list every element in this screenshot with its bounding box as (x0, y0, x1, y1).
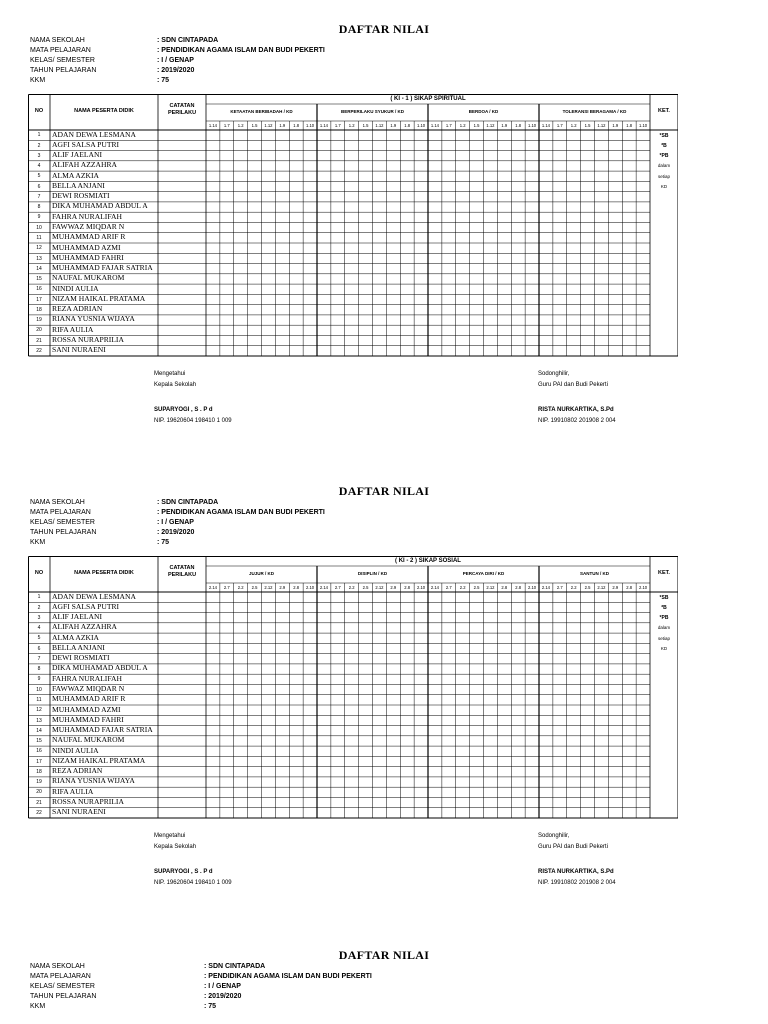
student-name: ADAN DEWA LESMANA (52, 129, 136, 139)
kd-label: 1.9 (279, 123, 286, 128)
info-label: MATA PELAJARAN (30, 47, 91, 54)
kd-label: 1.8 (626, 123, 633, 128)
info-label: NAMA SEKOLAH (30, 37, 85, 44)
info-row (30, 528, 325, 538)
group-header: SANTUN / KD (580, 571, 609, 576)
kd-label: 2.5 (251, 585, 258, 590)
kd-label: 1.9 (612, 123, 619, 128)
info-label: NAMA SEKOLAH (30, 963, 85, 970)
kd-label: 2.2 (237, 585, 244, 590)
student-name: ALIFAH AZZAHRA (52, 622, 118, 632)
kd-label: 1.8 (293, 123, 300, 128)
ki-header: ( KI - 1 ) SIKAP SPIRITUAL (390, 96, 466, 102)
row-number: 10 (36, 224, 42, 231)
row-number: 1 (37, 132, 41, 139)
row-number: 1 (37, 594, 41, 601)
kd-label: 2.8 (501, 585, 508, 590)
section-title: DAFTAR NILAI (338, 22, 430, 36)
student-name: BELLA ANJANI (52, 180, 105, 190)
kd-label: 1.5 (251, 123, 258, 128)
info-row (30, 46, 325, 56)
info-value: : 75 (157, 539, 170, 546)
group-header: JUJUR / KD (248, 571, 274, 576)
kd-label: 1.9 (390, 123, 397, 128)
signature-right-name: RISTA NURKARTIKA, S.Pd (538, 869, 614, 875)
info-value: : PENDIDIKAN AGAMA ISLAM DAN BUDI PEKERTI (157, 47, 325, 54)
kd-label: 2.7 (556, 585, 563, 590)
row-number: 5 (37, 635, 41, 642)
info-value: : 2019/2020 (157, 529, 195, 536)
row-number: 13 (36, 717, 42, 724)
info-value: : 75 (204, 1003, 217, 1010)
student-name: NINDI AULIA (52, 745, 99, 755)
row-number: 2 (37, 604, 41, 611)
kd-label: 2.14 (319, 585, 329, 590)
group-header: KETAATAN BERIBADAH / KD (230, 109, 293, 114)
info-value: : SDN CINTAPADA (157, 37, 219, 44)
kd-label: 2.2 (570, 585, 577, 590)
student-name: MUHAMMAD FAHRI (52, 252, 124, 262)
kd-label: 2.7 (334, 585, 341, 590)
kd-label: 1.12 (375, 123, 384, 128)
kd-label: 1.8 (515, 123, 522, 128)
kd-label: 1.5 (473, 123, 480, 128)
column-header-nama: NAMA PESERTA DIDIK (74, 108, 134, 114)
signature-right-line1: Sodonghilir, (538, 833, 570, 839)
row-number: 11 (36, 235, 42, 242)
student-name: RIANA YUSNIA WIJAYA (52, 314, 135, 324)
info-row (30, 508, 325, 518)
student-name: DEWI ROSMIATI (52, 653, 110, 663)
row-number: 4 (37, 625, 41, 632)
row-number: 13 (36, 255, 42, 262)
kd-label: 2.10 (638, 585, 648, 590)
kd-label: 2.12 (264, 585, 273, 590)
kd-label: 1.10 (527, 123, 537, 128)
student-name: NINDI AULIA (52, 283, 99, 293)
info-label: NAMA SEKOLAH (30, 499, 85, 506)
info-label: KKM (30, 539, 46, 546)
row-number: 20 (36, 327, 42, 334)
info-label: TAHUN PELAJARAN (30, 993, 97, 1000)
row-number: 8 (37, 666, 41, 673)
group-header: TOLERANSI BERAGAMA / KD (562, 109, 627, 114)
row-number: 20 (36, 789, 42, 796)
row-number: 14 (36, 265, 42, 272)
school-info (30, 36, 325, 86)
kd-label: 2.7 (223, 585, 230, 590)
kd-label: 2.10 (527, 585, 537, 590)
group-header: DISIPLIN / KD (357, 571, 388, 576)
row-number: 11 (36, 697, 42, 704)
info-label: TAHUN PELAJARAN (30, 529, 97, 536)
row-number: 12 (36, 707, 42, 714)
student-name: SANI NURAENI (52, 345, 106, 355)
kd-label: 2.10 (416, 585, 426, 590)
info-row (30, 992, 372, 1002)
student-name: NIZAM HAIKAL PRATAMA (52, 755, 146, 765)
row-number: 2 (37, 142, 41, 149)
student-name: ALIF JAELANI (52, 612, 102, 622)
info-label: MATA PELAJARAN (30, 509, 91, 516)
kd-label: 2.14 (430, 585, 440, 590)
group-header: PERCAYA DIRI / KD (462, 571, 505, 576)
ket-note: KD (660, 645, 668, 651)
kd-label: 1.10 (305, 123, 315, 128)
info-value: : SDN CINTAPADA (204, 963, 266, 970)
student-name: SANI NURAENI (52, 807, 106, 817)
row-number: 12 (36, 245, 42, 252)
kd-label: 1.10 (638, 123, 648, 128)
column-header-perilaku: PERILAKU (167, 110, 197, 116)
ket-note: dalam (657, 625, 671, 631)
section-title: DAFTAR NILAI (338, 484, 430, 498)
kd-label: 2.12 (597, 585, 606, 590)
info-row (30, 36, 325, 46)
kd-label: 2.9 (612, 585, 619, 590)
kd-label: 1.7 (445, 123, 452, 128)
school-info (30, 962, 372, 1012)
ket-note: dalam (657, 163, 671, 169)
kd-label: 1.12 (264, 123, 273, 128)
row-number: 19 (36, 779, 42, 786)
column-header-perilaku: PERILAKU (167, 572, 197, 578)
kd-label: 2.9 (279, 585, 286, 590)
info-value: : 2019/2020 (157, 67, 195, 74)
student-name: NAUFAL MUKAROM (52, 273, 125, 283)
row-number: 18 (36, 306, 42, 313)
row-number: 7 (37, 193, 41, 200)
row-number: 17 (36, 758, 42, 765)
info-row (30, 972, 372, 982)
signature-right-line1: Sodonghilir, (538, 371, 570, 377)
signature-left-name: SUPARYOGI , S . P d (154, 869, 213, 875)
kd-label: 1.14 (319, 123, 329, 128)
student-name: NAUFAL MUKAROM (52, 735, 125, 745)
signature-left-name: SUPARYOGI , S . P d (154, 407, 213, 413)
row-number: 5 (37, 173, 41, 180)
ket-note: *SB (659, 594, 669, 601)
ket-note: *PB (659, 153, 669, 160)
kd-label: 1.2 (237, 123, 244, 128)
kd-label: 1.2 (348, 123, 355, 128)
student-name: FAWWAZ MIQDAR N (52, 683, 125, 693)
row-number: 7 (37, 655, 41, 662)
student-name: MUHAMMAD ARIF R (52, 694, 126, 704)
kd-label: 1.7 (556, 123, 563, 128)
info-value: : PENDIDIKAN AGAMA ISLAM DAN BUDI PEKERTI (157, 509, 325, 516)
row-number: 9 (37, 676, 41, 683)
kd-label: 2.9 (390, 585, 397, 590)
student-name: MUHAMMAD FAJAR SATRIA (52, 725, 153, 735)
school-info (30, 498, 325, 548)
signature-left-line2: Kepala Sekolah (154, 844, 197, 850)
column-header-catatan: CATATAN (169, 103, 195, 109)
student-name: REZA ADRIAN (52, 304, 103, 314)
info-row (30, 76, 325, 86)
student-name: DIKA MUHAMAD ABDUL A (52, 663, 148, 673)
row-number: 17 (36, 296, 42, 303)
signature-left-line2: Kepala Sekolah (154, 382, 197, 388)
student-name: RIFA AULIA (52, 324, 94, 334)
kd-label: 1.5 (584, 123, 591, 128)
grade-table (28, 556, 678, 820)
info-value: : I / GENAP (204, 983, 241, 990)
info-label: MATA PELAJARAN (30, 973, 91, 980)
kd-label: 1.12 (486, 123, 495, 128)
kd-label: 1.7 (223, 123, 230, 128)
kd-label: 1.2 (459, 123, 466, 128)
ket-note: *B (661, 604, 667, 611)
ket-note: *PB (659, 615, 669, 622)
column-header-ket: KET. (658, 108, 670, 114)
kd-label: 2.8 (515, 585, 522, 590)
kd-label: 2.14 (208, 585, 218, 590)
row-number: 15 (36, 738, 42, 745)
info-label: KELAS/ SEMESTER (30, 519, 95, 526)
student-name: DEWI ROSMIATI (52, 191, 110, 201)
student-name: RIFA AULIA (52, 786, 94, 796)
kd-label: 2.5 (584, 585, 591, 590)
signature-right-name: RISTA NURKARTIKA, S.Pd (538, 407, 614, 413)
row-number: 21 (36, 337, 42, 344)
row-number: 15 (36, 276, 42, 283)
row-number: 8 (37, 204, 41, 211)
student-name: ALIFAH AZZAHRA (52, 160, 118, 170)
student-name: MUHAMMAD FAJAR SATRIA (52, 263, 153, 273)
kd-label: 2.8 (404, 585, 411, 590)
student-name: FAHRA NURALIFAH (52, 211, 122, 221)
info-row (30, 538, 325, 548)
signature-left-nip: NIP. 19620604 198410 1 009 (154, 418, 232, 424)
kd-label: 2.5 (362, 585, 369, 590)
student-name: MUHAMMAD FAHRI (52, 714, 124, 724)
row-number: 6 (37, 183, 41, 190)
info-label: KELAS/ SEMESTER (30, 57, 95, 64)
student-name: ADAN DEWA LESMANA (52, 591, 136, 601)
signature-left-line1: Mengetahui (154, 833, 186, 839)
row-number: 3 (37, 614, 41, 621)
student-name: MUHAMMAD ARIF R (52, 232, 126, 242)
info-row (30, 518, 325, 528)
column-header-nama: NAMA PESERTA DIDIK (74, 570, 134, 576)
info-label: KELAS/ SEMESTER (30, 983, 95, 990)
student-name: DIKA MUHAMAD ABDUL A (52, 201, 148, 211)
ket-note: *SB (659, 132, 669, 139)
kd-label: 1.12 (597, 123, 606, 128)
kd-label: 1.14 (541, 123, 551, 128)
info-row (30, 962, 372, 972)
kd-label: 2.2 (348, 585, 355, 590)
ki-header: ( KI - 2 ) SIKAP SOSIAL (395, 558, 461, 564)
row-number: 6 (37, 645, 41, 652)
kd-label: 1.9 (501, 123, 508, 128)
kd-label: 2.8 (293, 585, 300, 590)
kd-label: 2.7 (445, 585, 452, 590)
row-number: 3 (37, 152, 41, 159)
signature-right-line2: Guru PAI dan Budi Pekerti (538, 382, 608, 388)
student-name: ROSSA NURAPRILIA (52, 796, 124, 806)
info-row (30, 66, 325, 76)
student-name: MUHAMMAD AZMI (52, 242, 121, 252)
ket-note: *B (661, 142, 667, 149)
signature-right-line2: Guru PAI dan Budi Pekerti (538, 844, 608, 850)
student-name: REZA ADRIAN (52, 766, 103, 776)
signature-left-line1: Mengetahui (154, 371, 186, 377)
row-number: 21 (36, 799, 42, 806)
row-number: 9 (37, 214, 41, 221)
student-name: NIZAM HAIKAL PRATAMA (52, 293, 146, 303)
kd-label: 2.12 (486, 585, 495, 590)
column-header-ket: KET. (658, 570, 670, 576)
ket-note: setiap (657, 173, 670, 179)
info-row (30, 56, 325, 66)
row-number: 10 (36, 686, 42, 693)
row-number: 14 (36, 727, 42, 734)
info-label: KKM (30, 77, 46, 84)
info-row (30, 498, 325, 508)
student-name: ROSSA NURAPRILIA (52, 334, 124, 344)
kd-label: 2.2 (459, 585, 466, 590)
info-value: : SDN CINTAPADA (157, 499, 219, 506)
kd-label: 2.10 (305, 585, 315, 590)
group-header: BERPERILAKU SYUKUR / KD (340, 109, 404, 114)
info-value: : I / GENAP (157, 57, 194, 64)
student-name: MUHAMMAD AZMI (52, 704, 121, 714)
group-header: BERDOA / KD (468, 109, 499, 114)
row-number: 19 (36, 317, 42, 324)
kd-label: 2.14 (541, 585, 551, 590)
signature-left-nip: NIP. 19620604 198410 1 009 (154, 880, 232, 886)
student-name: ALMA AZKIA (52, 170, 100, 180)
column-header-no: NO (34, 570, 44, 576)
section-title: DAFTAR NILAI (338, 948, 430, 962)
student-name: ALMA AZKIA (52, 632, 100, 642)
kd-label: 1.2 (570, 123, 577, 128)
column-header-no: NO (34, 108, 44, 114)
column-header-catatan: CATATAN (169, 565, 195, 571)
student-name: AGFI SALSA PUTRI (52, 139, 120, 149)
ket-note: setiap (657, 635, 670, 641)
row-number: 22 (36, 348, 42, 355)
kd-label: 2.8 (626, 585, 633, 590)
row-number: 4 (37, 163, 41, 170)
kd-label: 1.14 (208, 123, 218, 128)
kd-label: 1.7 (334, 123, 341, 128)
student-name: AGFI SALSA PUTRI (52, 601, 120, 611)
student-name: BELLA ANJANI (52, 642, 105, 652)
info-value: : 2019/2020 (204, 993, 242, 1000)
row-number: 18 (36, 768, 42, 775)
ket-note: KD (660, 183, 668, 189)
student-name: FAHRA NURALIFAH (52, 673, 122, 683)
kd-label: 1.10 (416, 123, 426, 128)
kd-label: 1.8 (404, 123, 411, 128)
kd-label: 1.14 (430, 123, 440, 128)
student-name: RIANA YUSNIA WIJAYA (52, 776, 135, 786)
info-value: : I / GENAP (157, 519, 194, 526)
student-name: ALIF JAELANI (52, 150, 102, 160)
row-number: 22 (36, 810, 42, 817)
kd-label: 2.12 (375, 585, 384, 590)
kd-label: 1.5 (362, 123, 369, 128)
info-label: TAHUN PELAJARAN (30, 67, 97, 74)
kd-label: 2.5 (473, 585, 480, 590)
info-label: KKM (30, 1003, 46, 1010)
student-name: FAWWAZ MIQDAR N (52, 221, 125, 231)
signature-right-nip: NIP. 19910802 201908 2 004 (538, 418, 616, 424)
info-row (30, 982, 372, 992)
row-number: 16 (36, 286, 42, 293)
info-value: : 75 (157, 77, 170, 84)
grade-table (28, 94, 678, 358)
info-value: : PENDIDIKAN AGAMA ISLAM DAN BUDI PEKERTI (204, 973, 372, 980)
info-row (30, 1002, 372, 1012)
signature-right-nip: NIP. 19910802 201908 2 004 (538, 880, 616, 886)
row-number: 16 (36, 748, 42, 755)
